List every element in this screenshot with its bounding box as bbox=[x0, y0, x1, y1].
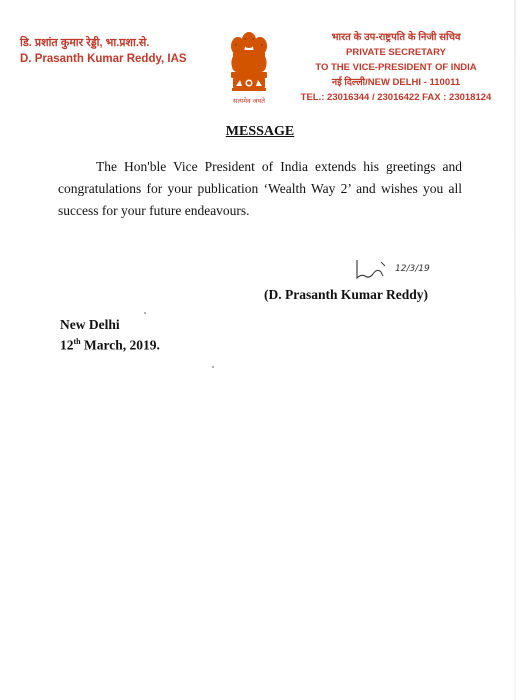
office-block bbox=[286, 30, 506, 105]
sender-name-english: D. Prasanth Kumar Reddy, IAS bbox=[20, 53, 187, 65]
message-body: The Hon'ble Vice President of India extends his greetings and congratulations for your publication ‘Wealth Way 2’ and wishes you all success for your future endeavours. bbox=[58, 159, 462, 218]
page-edge bbox=[514, 0, 516, 700]
signature-date-note: 12/3/19 bbox=[395, 264, 430, 274]
place-and-date bbox=[60, 316, 160, 354]
date-day: 12 bbox=[60, 337, 74, 353]
date-day-suffix: th bbox=[73, 337, 81, 346]
national-emblem-icon bbox=[223, 30, 275, 110]
date-month-year: March, 2019. bbox=[80, 337, 160, 353]
scan-speck bbox=[144, 312, 146, 314]
sender-name-hindi: डि. प्रशांत कुमार रेड्डी, भा.प्रशा.से. bbox=[20, 37, 150, 49]
letter-date bbox=[60, 333, 160, 354]
handwritten-signature bbox=[335, 256, 435, 286]
scan-speck bbox=[212, 366, 214, 368]
office-title: PRIVATE SECRETARY bbox=[346, 47, 446, 58]
office-city: नई दिल्ली/NEW DELHI - 110011 bbox=[331, 77, 461, 88]
signer-name: (D. Prasanth Kumar Reddy) bbox=[264, 287, 429, 302]
sender-block bbox=[20, 35, 187, 67]
office-subtitle: TO THE VICE-PRESIDENT OF INDIA bbox=[315, 62, 477, 73]
emblem-motto: सत्यमेव जयते bbox=[233, 97, 265, 105]
office-title-hindi: भारत के उप-राष्ट्रपति के निजी सचिव bbox=[331, 32, 461, 43]
message-heading: MESSAGE bbox=[225, 124, 295, 139]
place-city: New Delhi bbox=[60, 317, 120, 332]
office-contact: TEL.: 23016344 / 23016422 FAX : 23018124 bbox=[300, 92, 492, 103]
